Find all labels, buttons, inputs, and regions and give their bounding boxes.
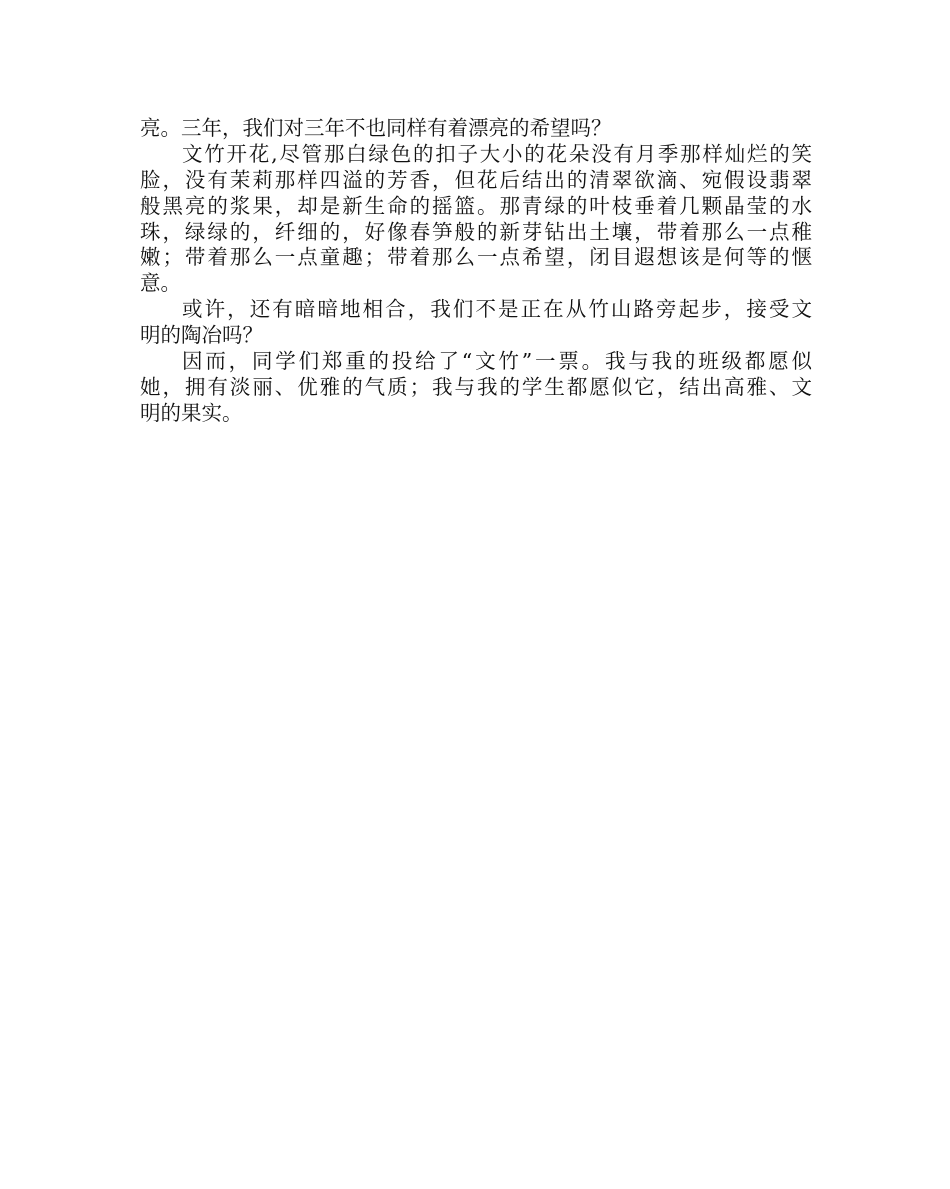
body-text	[140, 116, 812, 427]
text-line: 珠，绿绿的，纤细的，好像春笋般的新芽钻出土壤，带着那么一点稚	[140, 219, 812, 244]
text-line: 她，拥有淡丽、优雅的气质；我与我的学生都愿似它，结出高雅、文	[140, 374, 812, 399]
text-line: 明的陶冶吗？	[140, 323, 263, 348]
text-line: 或许，还有暗暗地相合，我们不是正在从竹山路旁起步，接受文	[182, 297, 812, 322]
text-line: 因而，同学们郑重的投给了“文竹”一票。我与我的班级都愿似	[182, 349, 812, 374]
text-line: 明的果实。	[140, 400, 243, 425]
text-line: 意。	[140, 271, 181, 296]
text-line: 亮。三年，我们对三年不也同样有着漂亮的希望吗？	[140, 116, 612, 140]
text-line: 般黑亮的浆果，却是新生命的摇篮。那青绿的叶枝垂着几颗晶莹的水	[140, 193, 812, 218]
text-line: 脸，没有茉莉那样四溢的芳香，但花后结出的清翠欲滴、宛假设翡翠	[140, 167, 812, 192]
text-line: 文竹开花,尽管那白绿色的扣子大小的花朵没有月季那样灿烂的笑	[182, 141, 812, 166]
text-line: 嫩；带着那么一点童趣；带着那么一点希望，闭目遐想该是何等的惬	[140, 245, 812, 270]
